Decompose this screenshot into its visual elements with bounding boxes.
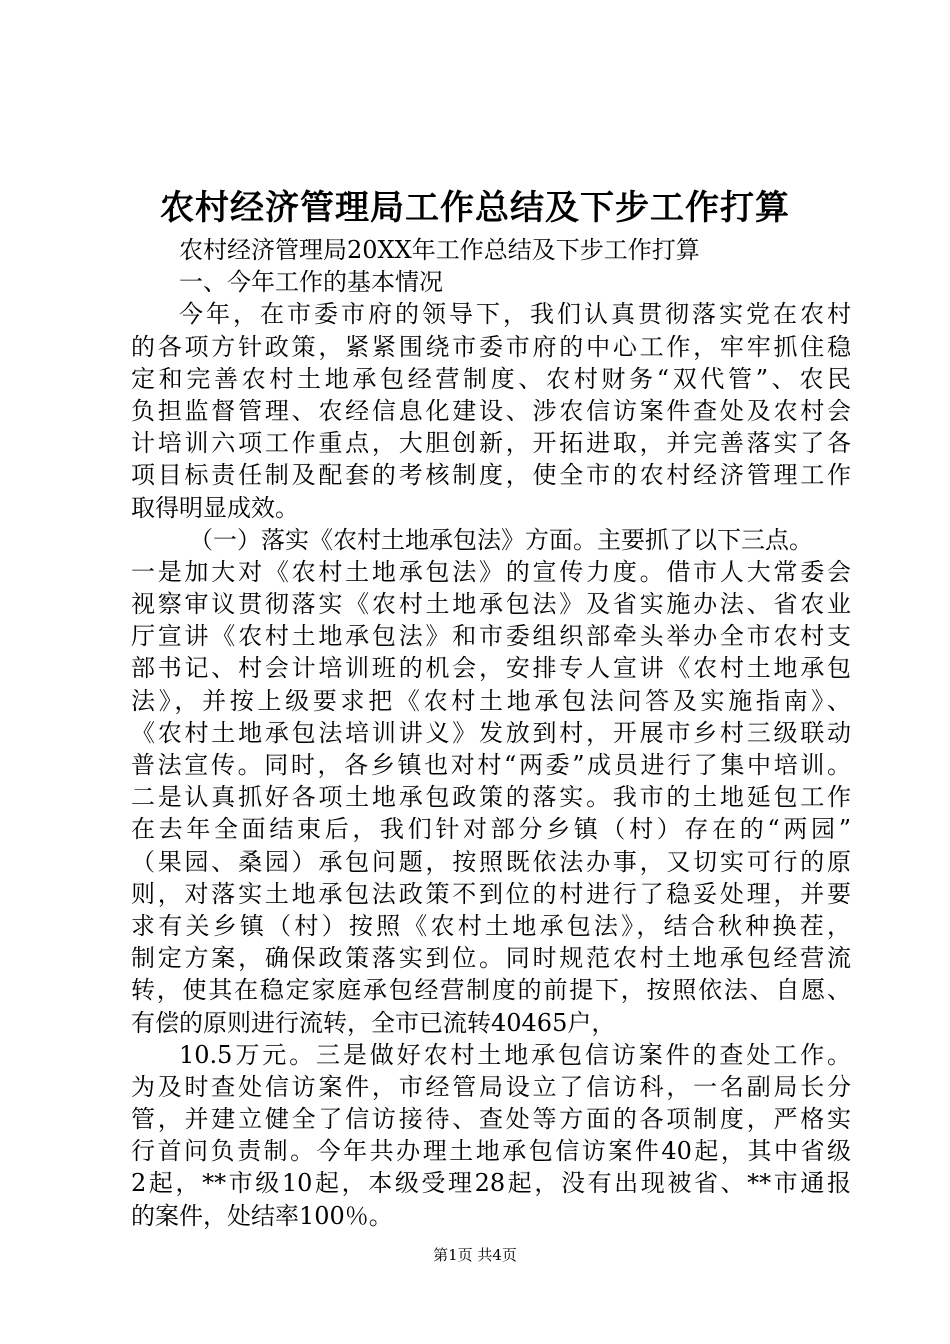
- paragraph-line: 厅宣讲《农村土地承包法》和市委组织部牵头举办全市农村支: [131, 622, 851, 651]
- paragraph-line: 管，并建立健全了信访接待、查处等方面的各项制度，严格实: [131, 1105, 851, 1134]
- paragraph-line: 的案件，处结率100％。: [131, 1201, 393, 1230]
- section-heading: 一、今年工作的基本情况: [179, 268, 443, 297]
- paragraph-line: 法》，并按上级要求把《农村土地承包法问答及实施指南》、: [131, 686, 851, 715]
- paragraph-line: 取得明显成效。: [131, 493, 299, 522]
- document-title: 农村经济管理局工作总结及下步工作打算: [160, 188, 790, 228]
- paragraph-line: 制定方案，确保政策落实到位。同时规范农村土地承包经营流: [131, 944, 851, 973]
- paragraph-line: 有偿的原则进行流转，全市已流转40465户，: [131, 1008, 616, 1037]
- paragraph-line: 转，使其在稳定家庭承包经营制度的前提下，按照依法、自愿、: [131, 976, 851, 1005]
- paragraph-line: 视察审议贯彻落实《农村土地承包法》及省实施办法、省农业: [131, 590, 851, 619]
- paragraph-line: 10.5万元。三是做好农村土地承包信访案件的查处工作。: [179, 1040, 851, 1069]
- paragraph-line: 为及时查处信访案件，市经管局设立了信访科，一名副局长分: [131, 1072, 851, 1101]
- paragraph-line: 《农村土地承包法培训讲义》发放到村，开展市乡村三级联动: [131, 718, 851, 747]
- paragraph-line: （果园、桑园）承包问题，按照既依法办事，又切实可行的原: [131, 847, 851, 876]
- paragraph-line: 负担监督管理、农经信息化建设、涉农信访案件查处及农村会: [131, 396, 851, 425]
- paragraph-line: 在去年全面结束后，我们针对部分乡镇（村）存在的“两园”: [131, 815, 851, 844]
- paragraph-line: 求有关乡镇（村）按照《农村土地承包法》，结合秋种换茬，: [131, 911, 851, 940]
- paragraph-line: 今年，在市委市府的领导下，我们认真贯彻落实党在农村: [179, 300, 851, 329]
- paragraph-line: 二是认真抓好各项土地承包政策的落实。我市的土地延包工作: [131, 783, 851, 812]
- paragraph-line: 2起，**市级10起，本级受理28起，没有出现被省、**市通报: [131, 1169, 851, 1198]
- subtitle-line: 农村经济管理局20XX年工作总结及下步工作打算: [179, 236, 700, 264]
- document-body: [131, 234, 851, 1232]
- page-number-footer: 第1页 共4页: [433, 1246, 517, 1264]
- subsection-heading-line: （一）落实《农村土地承包法》方面。主要抓了以下三点。: [189, 525, 813, 554]
- paragraph-line: 则，对落实土地承包法政策不到位的村进行了稳妥处理，并要: [131, 879, 851, 908]
- paragraph-line: 计培训六项工作重点，大胆创新，开拓进取，并完善落实了各: [131, 429, 851, 458]
- paragraph-line: 普法宣传。同时，各乡镇也对村“两委”成员进行了集中培训。: [131, 751, 851, 779]
- paragraph-line: 的各项方针政策，紧紧围绕市委市府的中心工作，牢牢抓住稳: [131, 332, 851, 361]
- paragraph-line: 行首问负责制。今年共办理土地承包信访案件40起，其中省级: [131, 1137, 851, 1166]
- paragraph-line: 部书记、村会计培训班的机会，安排专人宣讲《农村土地承包: [131, 654, 851, 683]
- paragraph-line: 一是加大对《农村土地承包法》的宣传力度。借市人大常委会: [131, 557, 851, 586]
- paragraph-line: 定和完善农村土地承包经营制度、农村财务“双代管”、农民: [131, 364, 851, 393]
- paragraph-line: 项目标责任制及配套的考核制度，使全市的农村经济管理工作: [131, 461, 851, 490]
